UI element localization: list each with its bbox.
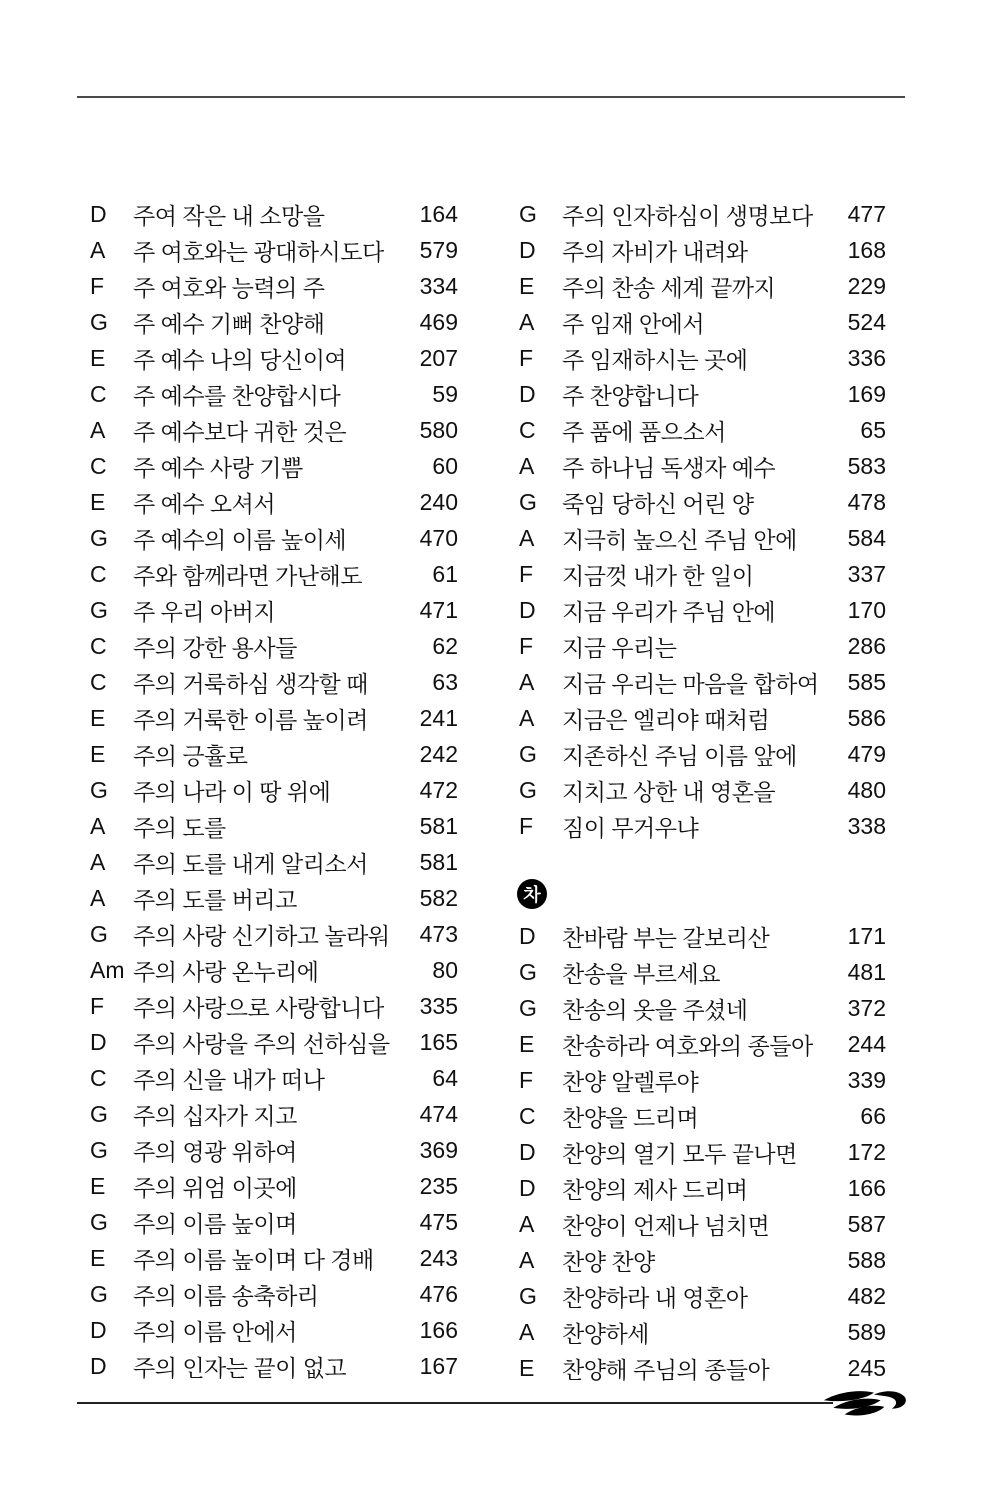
- index-entry: [519, 592, 886, 628]
- entry-title: 주의 자비가 내려와: [562, 238, 748, 265]
- entry-page-number: 62: [432, 632, 458, 659]
- leaf-flourish-icon: [822, 1387, 907, 1421]
- entry-key: G: [519, 200, 537, 227]
- entry-title: 주의 이름 높이며: [133, 1210, 297, 1237]
- entry-key: C: [90, 1064, 107, 1091]
- entry-page-number: 165: [419, 1028, 458, 1055]
- entry-title: 주 하나님 독생자 예수: [562, 454, 776, 481]
- entry-key: D: [519, 596, 536, 623]
- index-entry: [90, 916, 458, 952]
- entry-key: D: [90, 1316, 107, 1343]
- entry-title: 주의 긍휼로: [133, 742, 248, 769]
- entry-title: 주의 사랑으로 사랑합니다: [133, 994, 384, 1021]
- entry-title: 주 여호와 능력의 주: [133, 274, 325, 301]
- entry-title: 주의 영광 위하여: [133, 1138, 297, 1165]
- entry-title: 찬양의 제사 드리며: [562, 1176, 748, 1203]
- index-entry: [519, 484, 886, 520]
- entry-page-number: 524: [847, 308, 886, 335]
- entry-key: A: [519, 668, 535, 695]
- entry-page-number: 581: [419, 812, 458, 839]
- index-entry: [519, 1026, 886, 1062]
- entry-page-number: 59: [432, 380, 458, 407]
- entry-key: G: [90, 1100, 108, 1127]
- entry-page-number: 481: [847, 958, 886, 985]
- entry-key: Am: [90, 956, 125, 983]
- index-entry: [519, 1098, 886, 1134]
- entry-key: A: [519, 704, 535, 731]
- index-entry: [90, 556, 458, 592]
- entry-title: 주 예수를 찬양합시다: [133, 382, 341, 409]
- entry-page-number: 80: [432, 956, 458, 983]
- entry-page-number: 65: [860, 416, 886, 443]
- index-entry: [519, 412, 886, 448]
- entry-page-number: 245: [847, 1354, 886, 1381]
- entry-key: E: [90, 344, 106, 371]
- index-entry: [519, 1206, 886, 1242]
- entry-page-number: 583: [847, 452, 886, 479]
- entry-key: F: [519, 1066, 534, 1093]
- index-entry: [519, 196, 886, 232]
- entry-title: 주의 도를 내게 알리소서: [133, 850, 368, 877]
- entry-key: C: [90, 380, 107, 407]
- index-entry: [90, 880, 458, 916]
- index-entry: [519, 232, 886, 268]
- index-entry: [519, 954, 886, 990]
- entry-key: G: [519, 776, 537, 803]
- index-entry: [90, 484, 458, 520]
- index-entry: [90, 304, 458, 340]
- entry-key: E: [90, 1172, 106, 1199]
- index-entry: [519, 376, 886, 412]
- entry-key: A: [519, 1246, 535, 1273]
- index-entry: [519, 268, 886, 304]
- index-entry: [519, 736, 886, 772]
- entry-title: 주의 신을 내가 떠나: [133, 1066, 325, 1093]
- entry-title: 찬양이 언제나 넘치면: [562, 1212, 770, 1239]
- entry-key: D: [90, 1352, 107, 1379]
- entry-page-number: 63: [432, 668, 458, 695]
- index-entry: [519, 918, 886, 954]
- entry-page-number: 170: [847, 596, 886, 623]
- entry-title: 찬양해 주님의 종들아: [562, 1356, 770, 1383]
- entry-key: D: [519, 380, 536, 407]
- entry-page-number: 580: [419, 416, 458, 443]
- entry-page-number: 477: [847, 200, 886, 227]
- entry-key: A: [90, 416, 106, 443]
- entry-title: 주의 도를 버리고: [133, 886, 297, 913]
- entry-page-number: 587: [847, 1210, 886, 1237]
- bottom-rule: [77, 1402, 833, 1404]
- entry-title: 주의 이름 송축하리: [133, 1282, 319, 1309]
- index-entry: [90, 412, 458, 448]
- entry-key: G: [90, 524, 108, 551]
- entry-title: 주의 거룩하심 생각할 때: [133, 670, 368, 697]
- entry-key: E: [90, 704, 106, 731]
- entry-title: 주의 나라 이 땅 위에: [133, 778, 331, 805]
- entry-key: E: [519, 1030, 535, 1057]
- entry-page-number: 473: [419, 920, 458, 947]
- entry-title: 찬양의 열기 모두 끝나면: [562, 1140, 797, 1167]
- entry-title: 주 예수 나의 당신이여: [133, 346, 347, 373]
- entry-page-number: 64: [432, 1064, 458, 1091]
- entry-page-number: 472: [419, 776, 458, 803]
- entry-key: D: [519, 1174, 536, 1201]
- entry-key: D: [90, 200, 107, 227]
- entry-title: 주 우리 아버지: [133, 598, 276, 625]
- entry-page-number: 589: [847, 1318, 886, 1345]
- entry-page-number: 168: [847, 236, 886, 263]
- index-entry: [90, 1312, 458, 1348]
- entry-key: F: [519, 812, 534, 839]
- entry-key: D: [519, 1138, 536, 1165]
- entry-page-number: 474: [419, 1100, 458, 1127]
- entry-key: A: [90, 236, 106, 263]
- entry-key: F: [519, 632, 534, 659]
- index-entry: [90, 1276, 458, 1312]
- entry-key: C: [90, 668, 107, 695]
- index-entry: [519, 1278, 886, 1314]
- entry-key: E: [90, 488, 106, 515]
- entry-key: G: [519, 740, 537, 767]
- entry-title: 주 임재 안에서: [562, 310, 705, 337]
- index-entry: [90, 1348, 458, 1384]
- entry-page-number: 229: [847, 272, 886, 299]
- entry-key: D: [90, 1028, 107, 1055]
- entry-page-number: 584: [847, 524, 886, 551]
- index-entry: [90, 736, 458, 772]
- entry-key: A: [519, 452, 535, 479]
- entry-key: G: [90, 308, 108, 335]
- entry-page-number: 470: [419, 524, 458, 551]
- entry-page-number: 476: [419, 1280, 458, 1307]
- entry-title: 지존하신 주님 이름 앞에: [562, 742, 797, 769]
- index-entry: [519, 448, 886, 484]
- entry-title: 주 예수 기뻐 찬양해: [133, 310, 325, 337]
- entry-key: D: [519, 236, 536, 263]
- entry-title: 찬양 찬양: [562, 1248, 655, 1275]
- entry-key: G: [90, 596, 108, 623]
- entry-title: 주의 십자가 지고: [133, 1102, 297, 1129]
- entry-key: A: [90, 812, 106, 839]
- entry-key: A: [90, 884, 106, 911]
- entry-page-number: 335: [419, 992, 458, 1019]
- entry-title: 주 예수 오셔서: [133, 490, 276, 517]
- index-entry: [90, 1168, 458, 1204]
- entry-page-number: 482: [847, 1282, 886, 1309]
- entry-page-number: 207: [419, 344, 458, 371]
- entry-key: A: [519, 1318, 535, 1345]
- entry-page-number: 241: [419, 704, 458, 731]
- index-entry: [519, 556, 886, 592]
- entry-page-number: 478: [847, 488, 886, 515]
- index-entry: [90, 700, 458, 736]
- index-entry: [519, 772, 886, 808]
- entry-page-number: 581: [419, 848, 458, 875]
- entry-page-number: 582: [419, 884, 458, 911]
- index-entry: [519, 520, 886, 556]
- entry-page-number: 586: [847, 704, 886, 731]
- entry-page-number: 579: [419, 236, 458, 263]
- index-entry: [519, 700, 886, 736]
- entry-page-number: 337: [847, 560, 886, 587]
- index-entry: [519, 628, 886, 664]
- entry-title: 주 예수의 이름 높이세: [133, 526, 347, 553]
- index-entry: [90, 268, 458, 304]
- index-entry: [90, 1204, 458, 1240]
- index-entry: [90, 628, 458, 664]
- entry-title: 찬양을 드리며: [562, 1104, 699, 1131]
- entry-title: 주여 작은 내 소망을: [133, 202, 325, 229]
- entry-page-number: 61: [432, 560, 458, 587]
- entry-key: E: [519, 1354, 535, 1381]
- entry-title: 지극히 높으신 주님 안에: [562, 526, 797, 553]
- index-entry: [90, 340, 458, 376]
- entry-page-number: 369: [419, 1136, 458, 1163]
- entry-key: A: [519, 524, 535, 551]
- entry-page-number: 166: [419, 1316, 458, 1343]
- index-entry: [90, 1132, 458, 1168]
- entry-key: G: [90, 776, 108, 803]
- entry-title: 찬바람 부는 갈보리산: [562, 924, 770, 951]
- index-entry: [519, 1134, 886, 1170]
- entry-title: 주의 사랑 신기하고 놀라워: [133, 922, 390, 949]
- entry-key: C: [519, 1102, 536, 1129]
- index-entry: [90, 1240, 458, 1276]
- entry-key: G: [519, 958, 537, 985]
- entry-key: E: [90, 740, 106, 767]
- entry-title: 주의 인자는 끝이 없고: [133, 1354, 347, 1381]
- entry-title: 주 찬양합니다: [562, 382, 699, 409]
- entry-key: C: [90, 560, 107, 587]
- entry-title: 지금은 엘리야 때처럼: [562, 706, 770, 733]
- index-entry: [519, 1170, 886, 1206]
- entry-page-number: 164: [419, 200, 458, 227]
- index-entry: [519, 990, 886, 1026]
- index-entry: [90, 772, 458, 808]
- entry-title: 주의 이름 높이며 다 경배: [133, 1246, 374, 1273]
- entry-key: G: [519, 1282, 537, 1309]
- entry-page-number: 372: [847, 994, 886, 1021]
- index-entry: [519, 664, 886, 700]
- entry-title: 찬송의 옷을 주셨네: [562, 996, 748, 1023]
- entry-key: F: [90, 272, 105, 299]
- index-entry: [90, 844, 458, 880]
- index-entry: [519, 1350, 886, 1386]
- entry-page-number: 475: [419, 1208, 458, 1235]
- entry-title: 찬양 알렐루야: [562, 1068, 699, 1095]
- entry-page-number: 60: [432, 452, 458, 479]
- entry-page-number: 242: [419, 740, 458, 767]
- entry-key: F: [519, 344, 534, 371]
- entry-page-number: 240: [419, 488, 458, 515]
- entry-key: A: [519, 1210, 535, 1237]
- entry-title: 주와 함께라면 가난해도: [133, 562, 362, 589]
- index-entry: [519, 808, 886, 844]
- entry-title: 찬양하세: [562, 1320, 649, 1347]
- entry-key: G: [90, 1208, 108, 1235]
- index-entry: [519, 304, 886, 340]
- entry-title: 지금 우리가 주님 안에: [562, 598, 776, 625]
- entry-title: 주 품에 품으소서: [562, 418, 726, 445]
- index-entry: [90, 448, 458, 484]
- entry-title: 주의 도를: [133, 814, 226, 841]
- index-entry: [519, 1062, 886, 1098]
- entry-page-number: 167: [419, 1352, 458, 1379]
- entry-page-number: 479: [847, 740, 886, 767]
- section-marker: 차: [517, 879, 547, 909]
- entry-page-number: 471: [419, 596, 458, 623]
- entry-title: 지금 우리는 마음을 합하여: [562, 670, 819, 697]
- entry-page-number: 235: [419, 1172, 458, 1199]
- index-entry: [90, 808, 458, 844]
- top-rule: [77, 96, 905, 98]
- entry-key: A: [90, 848, 106, 875]
- index-column-left: [90, 196, 458, 1384]
- entry-page-number: 338: [847, 812, 886, 839]
- index-entry: [519, 340, 886, 376]
- entry-key: G: [519, 488, 537, 515]
- section-marker-row: [519, 876, 886, 912]
- index-entry: [90, 592, 458, 628]
- entry-key: F: [519, 560, 534, 587]
- entry-title: 주의 사랑 온누리에: [133, 958, 319, 985]
- entry-page-number: 480: [847, 776, 886, 803]
- entry-key: E: [90, 1244, 106, 1271]
- entry-key: E: [519, 272, 535, 299]
- index-entry: [90, 376, 458, 412]
- index-column-right: [519, 196, 886, 1386]
- entry-title: 짐이 무거우냐: [562, 814, 699, 841]
- entry-page-number: 243: [419, 1244, 458, 1271]
- entry-key: A: [519, 308, 535, 335]
- entry-page-number: 469: [419, 308, 458, 335]
- index-entry: [519, 1242, 886, 1278]
- entry-title: 주의 이름 안에서: [133, 1318, 297, 1345]
- entry-title: 지금껏 내가 한 일이: [562, 562, 754, 589]
- entry-key: G: [90, 920, 108, 947]
- entry-title: 주 예수보다 귀한 것은: [133, 418, 347, 445]
- entry-title: 주의 찬송 세계 끝까지: [562, 274, 776, 301]
- entry-page-number: 336: [847, 344, 886, 371]
- entry-title: 주 임재하시는 곳에: [562, 346, 748, 373]
- section-gap: [519, 844, 886, 876]
- entry-key: C: [519, 416, 536, 443]
- entry-title: 주 여호와는 광대하시도다: [133, 238, 384, 265]
- index-entry: [90, 952, 458, 988]
- index-entry: [90, 988, 458, 1024]
- entry-page-number: 585: [847, 668, 886, 695]
- entry-title: 주의 거룩한 이름 높이려: [133, 706, 368, 733]
- entry-key: F: [90, 992, 105, 1019]
- entry-title: 지금 우리는: [562, 634, 677, 661]
- index-entry: [519, 1314, 886, 1350]
- entry-page-number: 588: [847, 1246, 886, 1273]
- entry-title: 주의 사랑을 주의 선하심을: [133, 1030, 390, 1057]
- entry-key: C: [90, 452, 107, 479]
- entry-key: C: [90, 632, 107, 659]
- entry-key: D: [519, 922, 536, 949]
- entry-page-number: 171: [847, 922, 886, 949]
- entry-title: 찬송을 부르세요: [562, 960, 720, 987]
- index-entry: [90, 664, 458, 700]
- entry-page-number: 66: [860, 1102, 886, 1129]
- entry-page-number: 166: [847, 1174, 886, 1201]
- index-entry: [90, 1096, 458, 1132]
- entry-title: 주 예수 사랑 기쁨: [133, 454, 303, 481]
- index-entry: [90, 232, 458, 268]
- entry-page-number: 172: [847, 1138, 886, 1165]
- entry-title: 찬양하라 내 영혼아: [562, 1284, 748, 1311]
- entry-page-number: 339: [847, 1066, 886, 1093]
- entry-title: 주의 인자하심이 생명보다: [562, 202, 813, 229]
- entry-page-number: 169: [847, 380, 886, 407]
- index-entry: [90, 196, 458, 232]
- index-entry: [90, 1024, 458, 1060]
- index-entry: [90, 1060, 458, 1096]
- entry-title: 주의 위엄 이곳에: [133, 1174, 297, 1201]
- entry-title: 죽임 당하신 어린 양: [562, 490, 754, 517]
- entry-key: G: [519, 994, 537, 1021]
- index-entry: [90, 520, 458, 556]
- entry-page-number: 286: [847, 632, 886, 659]
- entry-page-number: 334: [419, 272, 458, 299]
- entry-title: 주의 강한 용사들: [133, 634, 297, 661]
- entry-page-number: 244: [847, 1030, 886, 1057]
- entry-key: G: [90, 1136, 108, 1163]
- entry-title: 찬송하라 여호와의 종들아: [562, 1032, 813, 1059]
- entry-key: G: [90, 1280, 108, 1307]
- entry-title: 지치고 상한 내 영혼을: [562, 778, 776, 805]
